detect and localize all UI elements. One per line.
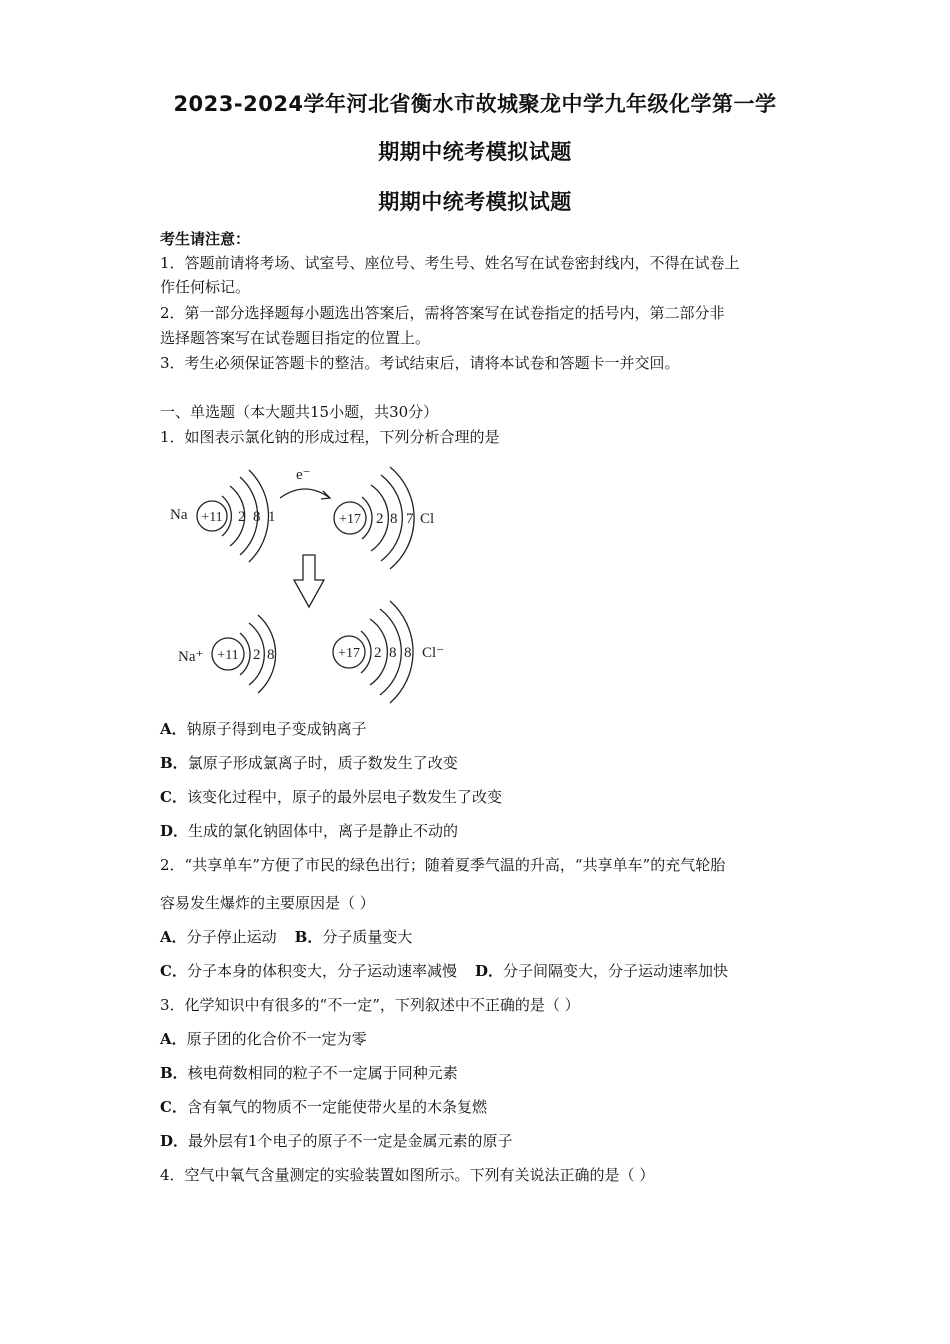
option-letter: A． <box>160 720 187 738</box>
option-text: 分子停止运动 <box>186 928 277 946</box>
na-shell-3-count: 1 <box>268 509 276 525</box>
option-letter: A． <box>160 928 187 946</box>
cl-ion-shell-1-count: 2 <box>374 645 382 661</box>
option-text: 原子团的化合价不一定为零 <box>186 1030 367 1048</box>
q3-stem: 3．化学知识中有很多的“不一定”，下列叙述中不正确的是（ ） <box>160 996 580 1014</box>
cl-label: Cl <box>420 511 435 527</box>
notice-heading: 考生请注意： <box>160 230 251 248</box>
na-ion-shell-1-count: 2 <box>253 647 261 663</box>
cl-shell-3-count: 7 <box>406 511 414 527</box>
q2-options-ab <box>160 926 412 947</box>
notice-item2-line2: 选择题答案写在试卷题目指定的位置上。 <box>160 329 431 347</box>
cl-ion-shell-arc-1 <box>361 631 371 673</box>
option-text: 氯原子形成氯离子时，质子数发生了改变 <box>187 754 458 772</box>
option-letter: C． <box>160 788 187 806</box>
option-letter: C． <box>160 1098 187 1116</box>
na-ion-shell-2-count: 8 <box>267 647 275 663</box>
cl-shell-arc-1 <box>362 497 372 539</box>
cl-shell-2-count: 8 <box>390 511 398 527</box>
section-heading: 一、单选题（本大题共15小题，共30分） <box>160 403 439 421</box>
cl-ion-shell-2-count: 8 <box>389 645 397 661</box>
electron-label: e⁻ <box>296 467 311 483</box>
cl-ion-shell-3-count: 8 <box>404 645 412 661</box>
cl-shell-1-count: 2 <box>376 511 384 527</box>
option-text: 生成的氯化钠固体中，离子是静止不动的 <box>188 822 459 840</box>
notice-item2-line1: 2．第一部分选择题每小题选出答案后，需将答案写在试卷指定的括号内，第二部分非 <box>160 304 725 322</box>
option-text: 钠原子得到电子变成钠离子 <box>186 720 367 738</box>
q2-options-cd <box>160 960 728 981</box>
na-nucleus-charge: +11 <box>201 510 223 525</box>
option-letter: D． <box>474 962 503 980</box>
option-letter: A． <box>160 1030 187 1048</box>
notice-item1-line2: 作任何标记。 <box>160 278 251 296</box>
q2-stem-line1: 2．“共享单车”方便了市民的绿色出行；随着夏季气温的升高，“共享单车”的充气轮胎 <box>160 856 726 874</box>
option-letter: D． <box>160 822 189 840</box>
option-text: 最外层有1个电子的原子不一定是金属元素的原子 <box>188 1132 513 1150</box>
option-letter: B． <box>160 1064 188 1082</box>
q1-option-c <box>160 786 502 807</box>
cl-ion-nucleus-charge: +17 <box>338 646 360 661</box>
option-text: 核电荷数相同的粒子不一定属于同种元素 <box>187 1064 458 1082</box>
q2-stem-line2: 容易发生爆炸的主要原因是（ ） <box>160 894 375 912</box>
notice-item1-line1: 1．答题前请将考场、试室号、座位号、考生号、姓名写在试卷密封线内，不得在试卷上 <box>160 254 740 272</box>
cl-ion-label: Cl⁻ <box>422 645 445 661</box>
option-letter: C． <box>160 962 187 980</box>
cl-nucleus-charge: +17 <box>339 512 361 527</box>
q3-option-a <box>160 1028 367 1049</box>
notice-item3: 3．考生必须保证答题卡的整洁。考试结束后，请将本试卷和答题卡一并交回。 <box>160 354 680 372</box>
option-letter: B． <box>294 928 323 946</box>
option-text: 该变化过程中，原子的最外层电子数发生了改变 <box>186 788 502 806</box>
q3-option-d <box>160 1130 513 1151</box>
option-text: 分子质量变大 <box>322 928 413 946</box>
na-shell-1-count: 2 <box>238 509 246 525</box>
na-ion-nucleus-charge: +11 <box>217 648 239 663</box>
option-text: 分子本身的体积变大，分子运动速率减慢 <box>186 962 457 980</box>
na-ion-shell-arc-1 <box>240 633 250 675</box>
na-label: Na <box>170 507 188 523</box>
q1-option-d <box>160 820 458 841</box>
page-title-line3: 期期中统考模拟试题 <box>378 190 572 214</box>
electron-transfer-arrow <box>280 489 330 498</box>
page-title-line1: 2023-2024学年河北省衡水市故城聚龙中学九年级化学第一学 <box>173 92 777 116</box>
q3-option-c <box>160 1096 487 1117</box>
q4-stem: 4．空气中氧气含量测定的实验装置如图所示。下列有关说法正确的是（ ） <box>160 1166 655 1184</box>
option-letter: B． <box>160 754 188 772</box>
option-text: 含有氧气的物质不一定能使带火星的木条复燃 <box>186 1098 487 1116</box>
down-arrow <box>294 555 324 607</box>
na-shell-2-count: 8 <box>253 509 261 525</box>
nacl-formation-diagram <box>160 455 460 705</box>
q1-option-b <box>160 752 458 773</box>
na-ion-label: Na⁺ <box>178 649 204 665</box>
q3-option-b <box>160 1062 458 1083</box>
option-letter: D． <box>160 1132 189 1150</box>
q1-option-a <box>160 718 367 739</box>
page-title-line2: 期期中统考模拟试题 <box>378 140 572 164</box>
q1-stem: 1．如图表示氯化钠的形成过程，下列分析合理的是 <box>160 428 500 446</box>
option-text: 分子间隔变大，分子运动速率加快 <box>502 962 728 980</box>
